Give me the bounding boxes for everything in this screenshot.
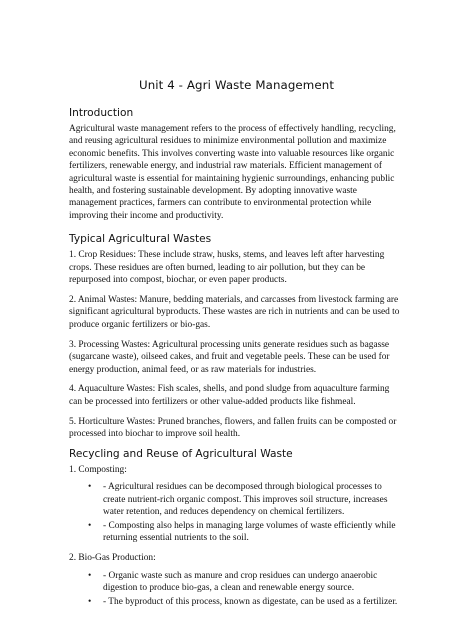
waste-item-crop-residues: 1. Crop Residues: These include straw, husks, stems, and leaves left after harvesting crops. These residues are often burned, leading to air pollution, but they can be repurposed into compost, biochar, or even paper products. (69, 250, 385, 286)
page-title: Unit 4 - Agri Waste Management (138, 78, 335, 92)
introduction-heading: Introduction (69, 107, 134, 119)
bullet-icon: • (88, 520, 92, 531)
biogas-label: 2. Bio-Gas Production: (69, 553, 156, 564)
list-item (88, 596, 404, 608)
composting-bullet-list (69, 481, 404, 544)
typical-wastes-heading: Typical Agricultural Wastes (69, 233, 212, 246)
waste-item-aquaculture-wastes: 4. Aquaculture Wastes: Fish scales, shells, and pond sludge from aquaculture farming can be processed into fertilizers or other value-added products like fishmeal. (69, 384, 390, 407)
list-item-text: - Composting also helps in managing large volumes of waste efficiently while returning essential nutrients to the soil. (103, 520, 396, 544)
waste-item-processing-wastes: 3. Processing Wastes: Agricultural processing units generate residues such as bagasse (sugarcane waste), oilseed cakes, and fruit and vegetable peels. These can be used for energy production, animal feed, or as raw materials for industries. (69, 339, 390, 375)
list-item-text: - The byproduct of this process, known as digestate, can be used as a fertilizer. (103, 596, 398, 607)
list-item-text: - Organic waste such as manure and crop residues can undergo anaerobic digestion to produce bio-gas, a clean and renewable energy source. (103, 570, 378, 594)
waste-item-horticulture-wastes: 5. Horticulture Wastes: Pruned branches, flowers, and fallen fruits can be composted or processed into biochar to improve soil health. (69, 416, 397, 440)
biogas-bullet-list (69, 570, 404, 608)
composting-label: 1. Composting: (69, 465, 127, 476)
bullet-icon: • (88, 570, 92, 581)
bullet-icon: • (88, 482, 92, 493)
list-item (88, 570, 404, 595)
list-item (88, 481, 404, 518)
bullet-icon: • (88, 596, 92, 607)
introduction-paragraph: Agricultural waste management refers to the process of effectively handling, recycling, and reusing agricultural residues to minimize environmental pollution and maximize economic benefits. This involves converting waste into valuable resources like organic fertilizers, renewable energy, and industrial raw materials. Efficient management of agricultural waste is essential for maintaining hygienic surroundings, enhancing public health, and fostering sustainable development. By adopting innovative waste management practices, farmers can contribute to environmental protection while improving their income and productivity. (69, 124, 396, 221)
list-item-text: - Agricultural residues can be decomposed through biological processes to create nutrient-rich organic compost. This improves soil structure, increases water retention, and reduces dependency on chemical fertilizers. (103, 482, 388, 518)
waste-item-animal-wastes: 2. Animal Wastes: Manure, bedding materials, and carcasses from livestock farming are significant agricultural byproducts. These wastes are rich in nutrients and can be used to produce organic fertilizers or bio-gas. (69, 294, 400, 330)
recycling-heading: Recycling and Reuse of Agricultural Waste (69, 448, 293, 461)
list-item (88, 520, 404, 545)
